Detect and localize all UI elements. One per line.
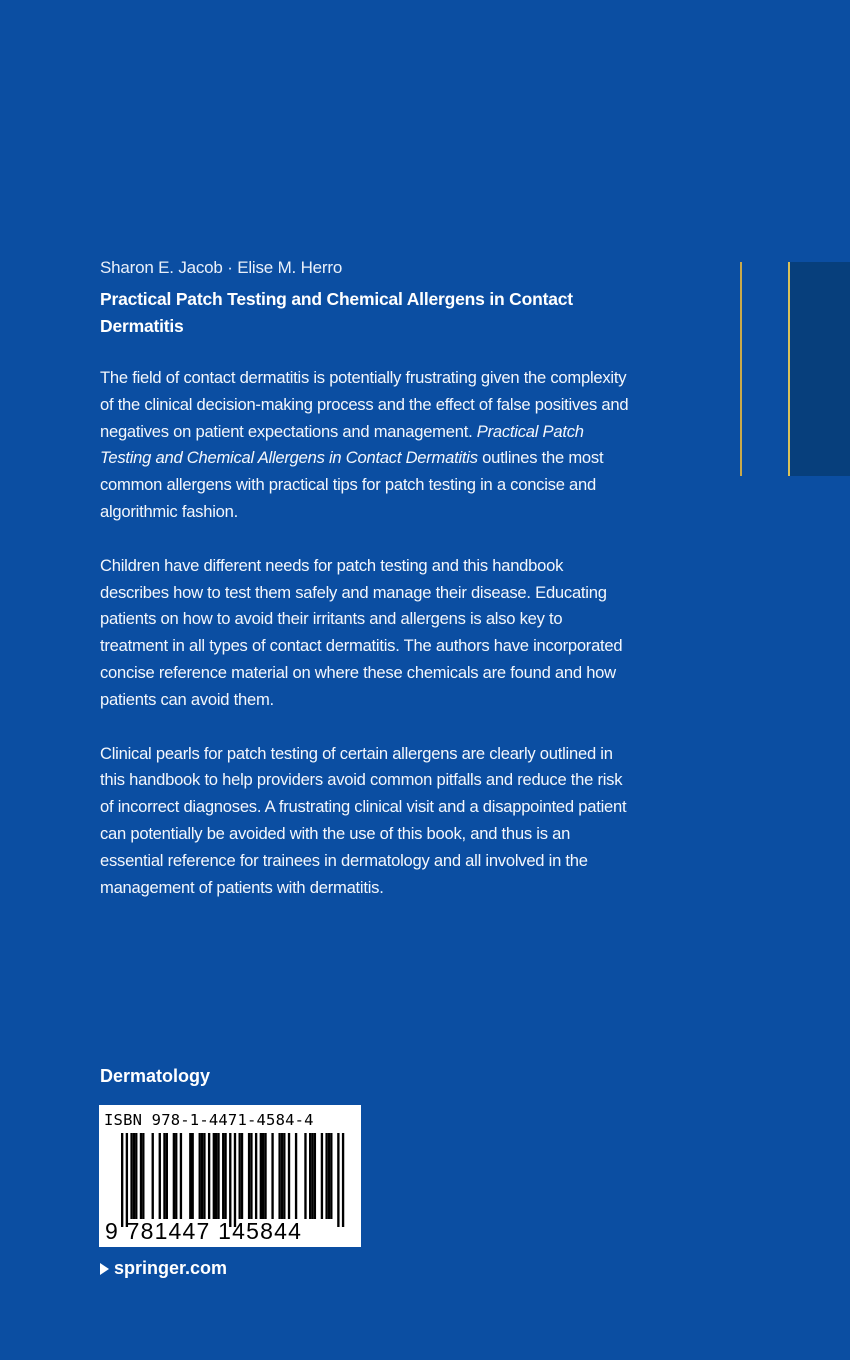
barcode-bar [330,1133,332,1219]
barcode-bar [130,1133,132,1219]
barcode-bar [295,1133,297,1219]
barcode-bar [140,1133,142,1219]
barcode-bar [159,1133,161,1219]
description-paragraph-2: Children have different needs for patch testing and this handbook describes how to test them safely and manage their disease. Educating patients on how to avoid their irritants and allergens is also key to treatment in all types of contact dermatitis. The authors have incorporated concise reference material on where these chemicals are found and how patients can avoid them. [100,555,623,709]
website-link[interactable] [100,1258,227,1279]
barcode-bar [337,1133,339,1227]
barcode-bar [229,1133,231,1227]
gold-divider-line [740,262,742,476]
barcode-bar [248,1133,250,1219]
barcode-bar [325,1133,327,1219]
barcode-bar [192,1133,194,1219]
barcode-bar [260,1133,262,1219]
barcode-bar [180,1133,182,1219]
barcode-bar [271,1133,273,1219]
barcode-bar [342,1133,344,1227]
barcode-bar [239,1133,241,1219]
paragraph-1-italic-title: Practical Patch Testing and Chemical Allergens in Contact Dermatitis [100,421,584,468]
barcode-bar [217,1133,219,1219]
description [100,365,630,928]
barcode-bar [264,1133,266,1219]
barcode-bar [126,1133,128,1227]
paragraph-1-text-b: outlines the most common allergens with practical tips for patch testing in a concise and algorithmic fashion. [100,448,604,521]
barcode-bar [278,1133,280,1219]
barcode-bar [314,1133,316,1219]
barcode-bar [163,1133,165,1219]
barcode-bar [199,1133,201,1219]
barcode-bar [255,1133,257,1219]
barcode-bar [142,1133,144,1219]
barcode-bar [224,1133,226,1219]
barcode-bar [201,1133,203,1219]
barcode-bar [189,1133,191,1219]
barcode-bar [203,1133,205,1219]
barcode-bar [250,1133,252,1219]
barcode-bar [311,1133,313,1219]
barcode-bar [222,1133,224,1219]
barcode-bar [241,1133,243,1219]
barcode-bar [321,1133,323,1219]
barcode-bar [283,1133,285,1219]
barcode-bar [152,1133,154,1219]
barcode-bar [215,1133,217,1219]
description-paragraph-1 [100,365,630,526]
barcode-bar [135,1133,137,1219]
arrow-right-icon [100,1263,109,1275]
barcode-number: 9 781447 145844 [105,1218,303,1244]
paragraph-1-text-a: The field of contact dermatitis is potentially frustrating given the complexity of the clinical decision-making process and the effect of false positives and negatives on patient expectations and management. [100,368,629,441]
isbn-label: ISBN 978-1-4471-4584-4 [104,1111,314,1129]
description-paragraph-3: Clinical pearls for patch testing of certain allergens are clearly outlined in this handbook to help providers avoid common pitfalls and reduce the risk of incorrect diagnoses. A frustrating clinical visit and a disappointed patient can potentially be avoided with the use of this book, and thus is an essential reference for trainees in dermatology and all involved in the management of patients with dermatitis. [100,743,627,897]
barcode-bar [262,1133,264,1219]
barcode-bar [328,1133,330,1219]
category-label: Dermatology [100,1066,211,1086]
barcode-bar [304,1133,306,1219]
barcode-bar [175,1133,177,1219]
spine-band [788,262,850,476]
barcode-bar [133,1133,135,1219]
barcode-bar [121,1133,123,1227]
barcode-bar [288,1133,290,1219]
barcode-bar [309,1133,311,1219]
book-title: Practical Patch Testing and Chemical Allergens in Contact Dermatitis [100,289,573,336]
barcode-bar [208,1133,210,1219]
barcode-bar [173,1133,175,1219]
barcode-bar [281,1133,283,1219]
authors: Sharon E. Jacob · Elise M. Herro [100,258,343,277]
spine-gold-line [788,262,790,476]
website-text: springer.com [114,1258,228,1278]
barcode-bar [213,1133,215,1219]
barcode-bar [166,1133,168,1219]
isbn-barcode [99,1105,361,1247]
barcode-bar [234,1133,236,1227]
